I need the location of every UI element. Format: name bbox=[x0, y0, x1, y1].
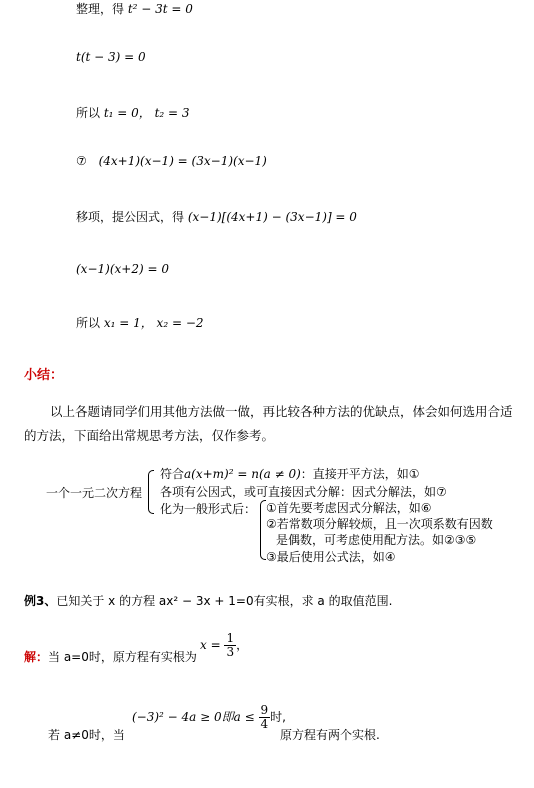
solution-case-1: 解：当 a=0时，原方程有实根为 bbox=[24, 650, 197, 664]
equation: (x−1)(x+2) = 0 bbox=[76, 262, 169, 276]
equation: (x−1)[(4x+1) − (3x−1)] = 0 bbox=[187, 210, 357, 224]
solution-case-2-prefix: 若 a≠0时，当 bbox=[48, 728, 125, 742]
case1-equation: x = $\frac{1}{3}$ ， bbox=[200, 631, 249, 659]
problem-marker: ⑦ bbox=[76, 154, 87, 168]
line-simplify bbox=[76, 0, 193, 17]
summary-paragraph: 以上各题请同学们用其他方法做一做，再比较各种方法的优缺点，体会如何选用合适的方法，下面给出常规思考方法，仅作参考。 bbox=[24, 404, 513, 443]
example-title: 例3、 bbox=[24, 594, 57, 608]
line-roots-t bbox=[76, 104, 190, 121]
main-brace bbox=[148, 470, 154, 514]
line-factor bbox=[76, 208, 357, 225]
equation: x₁ = 1， x₂ = −2 bbox=[103, 316, 204, 330]
equation: t₁ = 0， t₂ = 3 bbox=[103, 106, 190, 120]
diagram-root: 一个一元二次方程 bbox=[46, 486, 143, 500]
case2-inequality: (−3)² − 4a ≥ 0即a ≤ $\frac{9}{4}$ 时, bbox=[132, 703, 286, 731]
fraction: $\frac{9}{4}$ bbox=[260, 703, 269, 731]
sub-step-1: ①首先要考虑因式分解法，如⑥ bbox=[266, 501, 432, 515]
equation: t(t − 3) = 0 bbox=[76, 50, 146, 64]
solution-label: 解： bbox=[24, 650, 49, 664]
line-label: 移项，提公因式，得 bbox=[76, 210, 185, 224]
branch-direct-sqrt: 符合a(x+m)² = n(a ≠ 0)：直接开平方法，如① bbox=[160, 467, 420, 481]
solution-case-2-suffix: 原方程有两个实根. bbox=[280, 728, 380, 742]
line-label: 整理，得 bbox=[76, 2, 125, 16]
line-roots-x bbox=[76, 314, 204, 331]
equation: t² − 3t = 0 bbox=[127, 2, 193, 16]
sub-step-3: ③最后使用公式法，如④ bbox=[266, 550, 396, 564]
fraction: $\frac{1}{3}$ bbox=[226, 631, 235, 659]
line-label: 所以 bbox=[76, 106, 101, 120]
line-problem-7 bbox=[76, 154, 267, 168]
example-3 bbox=[24, 592, 392, 609]
sub-step-2: ②若常数项分解较烦，且一次项系数有因数 bbox=[266, 517, 493, 531]
line-label: 所以 bbox=[76, 316, 101, 330]
equation: (4x+1)(x−1) = (3x−1)(x−1) bbox=[98, 154, 267, 168]
branch-general: 化为一般形式后： bbox=[160, 502, 257, 516]
summary-heading: 小结： bbox=[24, 368, 64, 383]
sub-step-2-cont: 是偶数，可考虑使用配方法。如②③⑤ bbox=[276, 533, 477, 547]
branch-factor: 各项有公因式，或可直接因式分解：因式分解法，如⑦ bbox=[160, 485, 447, 499]
example-question: 已知关于 x 的方程 ax² − 3x + 1=0有实根，求 a 的取值范围. bbox=[56, 594, 393, 608]
